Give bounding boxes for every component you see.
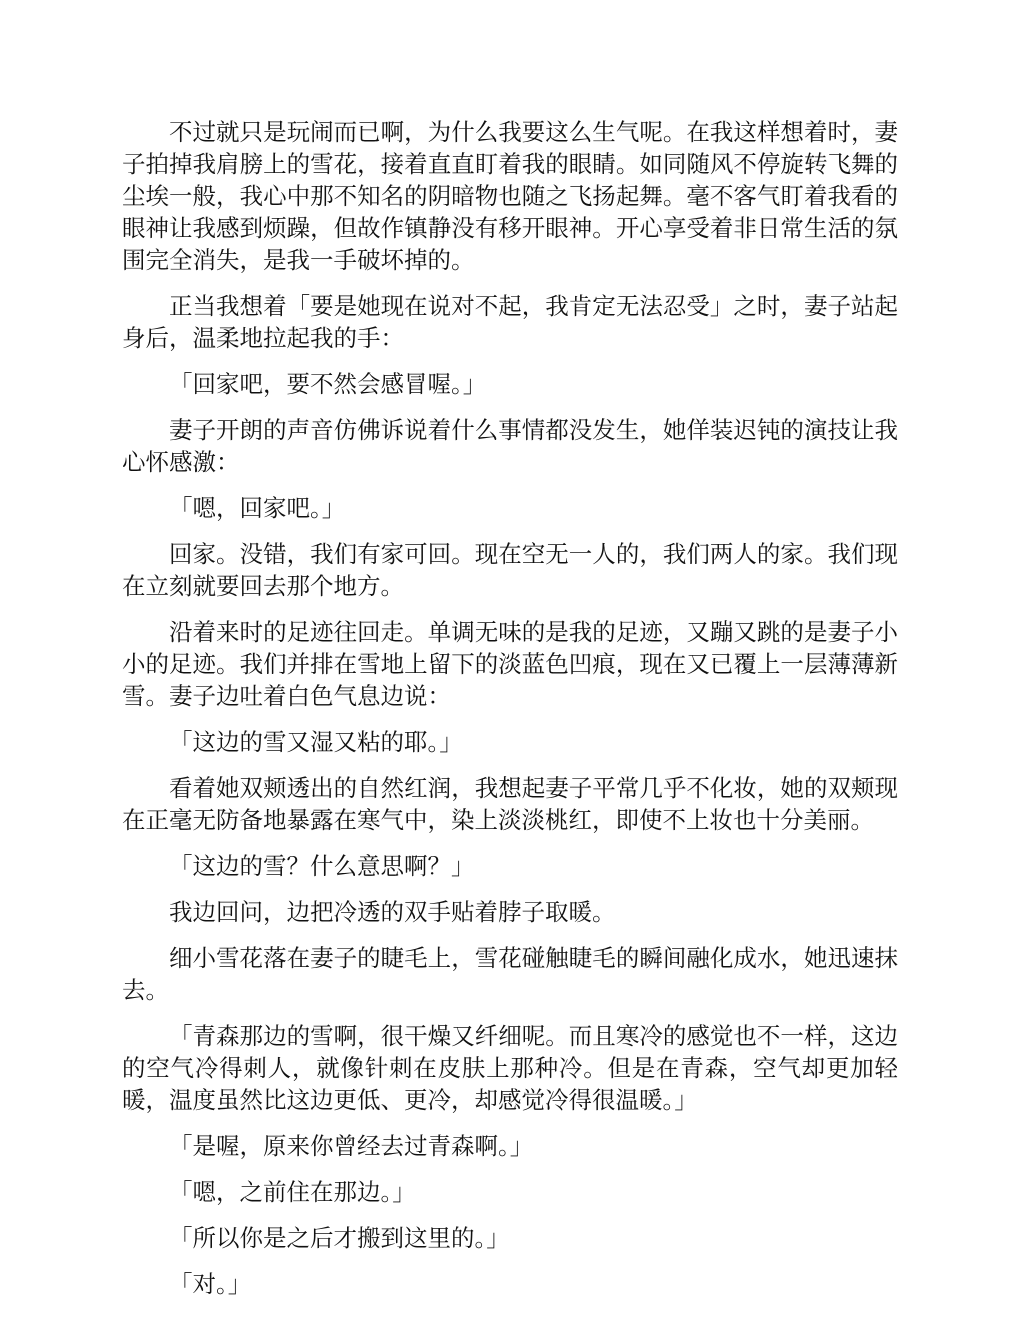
paragraph: 不过就只是玩闹而已啊，为什么我要这么生气呢。在我这样想着时，妻子拍掉我肩膀上的雪花，接着直直盯着我的眼睛。如同随风不停旋转飞舞的尘埃一般，我心中那不知名的阴暗物也随之飞扬起舞。毫不客气盯着我看的眼神让我感到烦躁，但故作镇静没有移开眼神。开心享受着非日常生活的氛围完全消失，是我一手破坏掉的。 [122,118,898,274]
dialogue-line: 「这边的雪？什么意思啊？」 [169,852,475,880]
paragraph: 回家。没错，我们有家可回。现在空无一人的，我们两人的家。我们现在立刻就要回去那个地方。 [122,540,898,600]
dialogue-line: 「这边的雪又湿又粘的耶。」 [169,728,463,756]
paragraph: 妻子开朗的声音仿佛诉说着什么事情都没发生，她佯装迟钝的演技让我心怀感激： [122,416,898,476]
paragraph: 沿着来时的足迹往回走。单调无味的是我的足迹，又蹦又跳的是妻子小小的足迹。我们并排在雪地上留下的淡蓝色凹痕，现在又已覆上一层薄薄新雪。妻子边吐着白色气息边说： [122,618,898,710]
document-page [122,116,898,1314]
paragraph: 我边回问，边把冷透的双手贴着脖子取暖。 [169,898,616,926]
dialogue-line: 「对。」 [169,1270,252,1298]
dialogue-line: 「嗯，之前住在那边。」 [169,1178,416,1206]
paragraph: 细小雪花落在妻子的睫毛上，雪花碰触睫毛的瞬间融化成水，她迅速抹去。 [122,944,898,1004]
dialogue-line: 「是喔，原来你曾经去过青森啊。」 [169,1132,534,1160]
dialogue-line: 「所以你是之后才搬到这里的。」 [169,1224,510,1252]
dialogue-line: 「青森那边的雪啊，很干燥又纤细呢。而且寒冷的感觉也不一样，这边的空气冷得刺人，就像针刺在皮肤上那种冷。但是在青森，空气却更加轻暖，温度虽然比这边更低、更冷，却感觉冷得很温暖。」 [122,1022,898,1114]
paragraph: 正当我想着「要是她现在说对不起，我肯定无法忍受」之时，妻子站起身后，温柔地拉起我的手： [122,292,898,352]
dialogue-line: 「嗯，回家吧。」 [169,494,346,522]
paragraph: 看着她双颊透出的自然红润，我想起妻子平常几乎不化妆，她的双颊现在正毫无防备地暴露在寒气中，染上淡淡桃红，即使不上妆也十分美丽。 [122,774,898,834]
dialogue-line: 「回家吧，要不然会感冒喔。」 [169,370,487,398]
